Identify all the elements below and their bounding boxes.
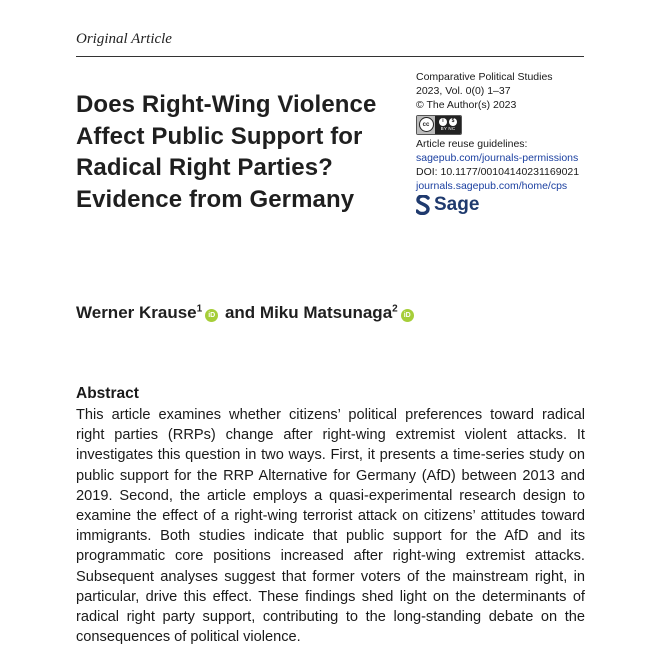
reuse-link[interactable]: sagepub.com/journals-permissions <box>416 151 579 164</box>
article-type-label: Original Article <box>76 31 172 47</box>
journal-meta <box>416 70 616 215</box>
cc-by-nc-icon: i $ BY NC <box>435 116 461 134</box>
sage-logo: Sage <box>416 195 616 215</box>
article-title: Does Right-Wing Violence Affect Public Support for Radical Right Parties? Evidence from Germany <box>76 91 377 213</box>
author-name[interactable]: Miku Matsunaga <box>259 303 393 322</box>
abstract-heading: Abstract <box>76 385 139 402</box>
orcid-icon[interactable]: iD <box>401 309 414 322</box>
authors-joiner: and <box>224 303 256 322</box>
cc-icon: cc <box>417 116 435 134</box>
copyright-line: © The Author(s) 2023 <box>416 99 517 112</box>
journal-home-link[interactable]: journals.sagepub.com/home/cps <box>416 180 568 193</box>
author-affiliation: 1 <box>196 303 203 315</box>
cc-license-badge[interactable] <box>416 115 462 135</box>
orcid-icon[interactable]: iD <box>205 309 218 322</box>
author-line <box>76 303 416 323</box>
reuse-label: Article reuse guidelines: <box>416 137 528 150</box>
author-affiliation: 2 <box>392 303 398 315</box>
journal-name: Comparative Political Studies <box>416 71 553 83</box>
journal-volume: 2023, Vol. 0(0) 1–37 <box>416 85 511 98</box>
abstract-text: This article examines whether citizens’ political preferences toward radical right parties (RRPs) change after right-wing extremist violent attacks. It investigates this question in two ways. First, it presents a time-series study on public support for the RRP Alternative for Germany (AfD) between 2013 and 2019. Second, the article employs a quasi-experimental research design to examine the effect of a right-wing terrorist attack on citizens’ attitudes toward immigrants. Both studies indicate that public support for the AfD and its programmatic core positions increased after right-wing extremist attacks. Subsequent analyses suggest that former voters of the mainstream right, in particular, drive this effect. These findings shed light on the determinants of radical right party support, contributing to the long-standing debate on the consequences of political violence. <box>76 407 585 646</box>
doi-line: DOI: 10.1177/00104140231169021 <box>416 166 580 179</box>
header-rule <box>76 56 584 57</box>
sage-s-icon <box>416 195 430 215</box>
author-name[interactable]: Werner Krause <box>76 303 197 322</box>
